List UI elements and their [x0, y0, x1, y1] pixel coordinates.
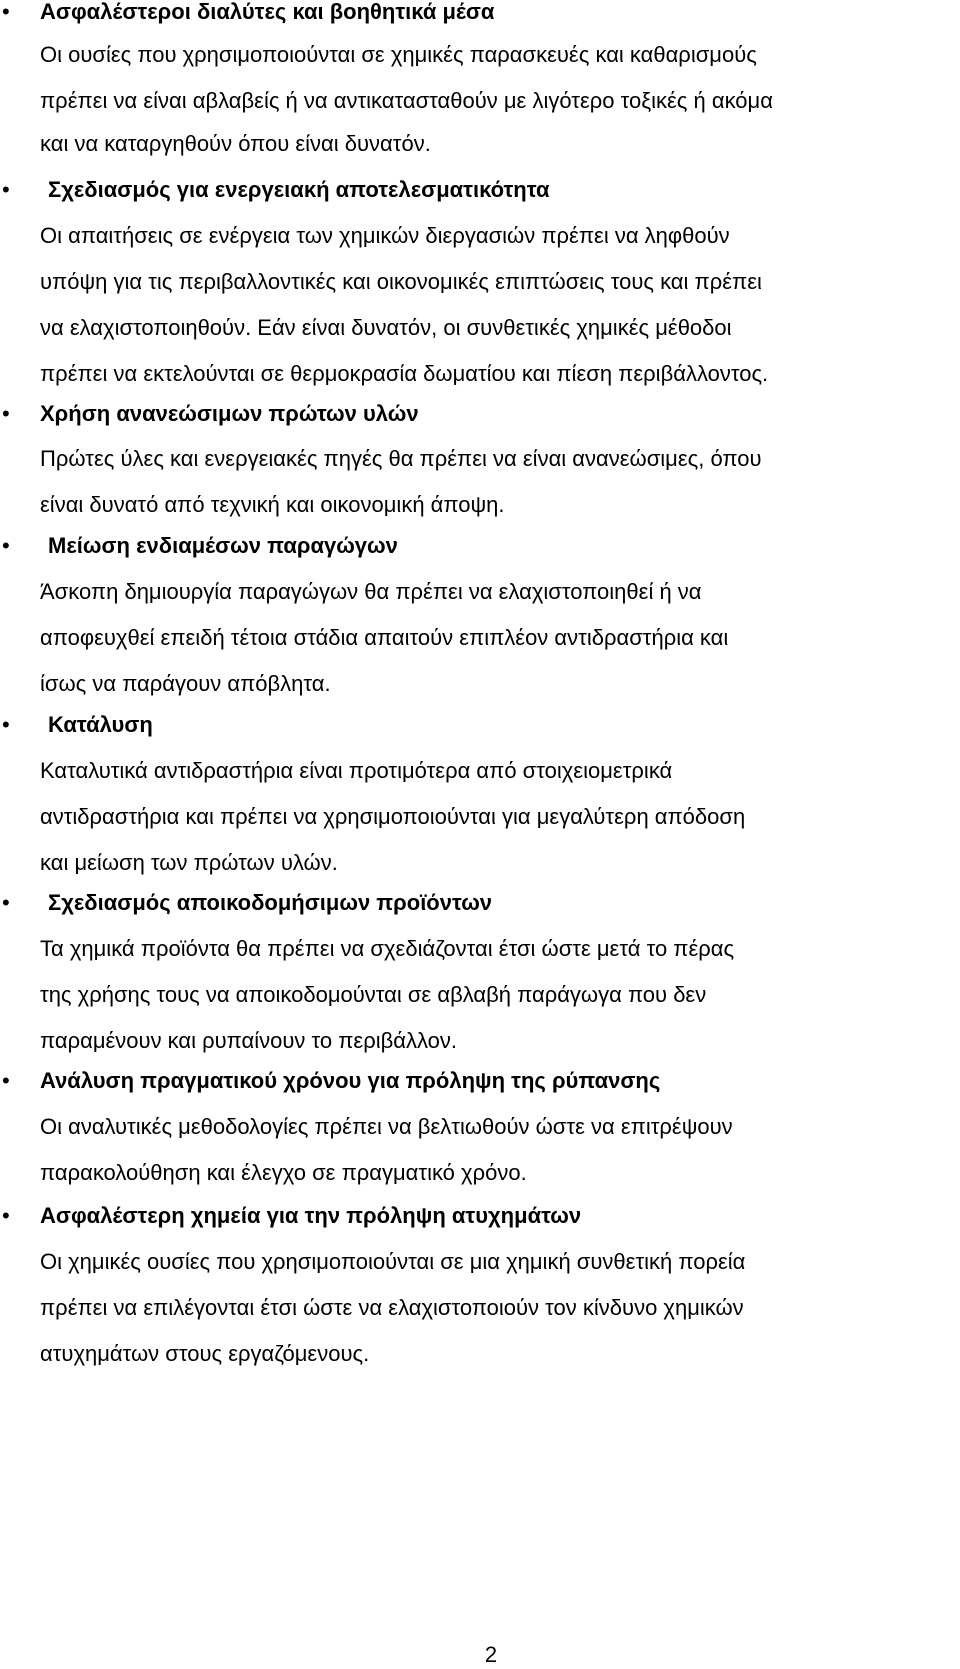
page-number: 2 — [484, 1642, 498, 1667]
body-line: πρέπει να εκτελούνται σε θερμοκρασία δωματίου και πίεση περιβάλλοντος. — [40, 361, 769, 386]
body-line: πρέπει να επιλέγονται έτσι ώστε να ελαχιστοποιούν τον κίνδυνο χημικών — [40, 1295, 744, 1320]
body-line: αντιδραστήρια και πρέπει να χρησιμοποιούνται για μεγαλύτερη απόδοση — [40, 804, 746, 829]
body-line: και να καταργηθούν όπου είναι δυνατόν. — [40, 131, 431, 156]
body-line: ατυχημάτων στους εργαζόμενους. — [40, 1341, 370, 1366]
body-line: Τα χημικά προϊόντα θα πρέπει να σχεδιάζονται έτσι ώστε μετά το πέρας — [40, 936, 735, 961]
body-line: Καταλυτικά αντιδραστήρια είναι προτιμότερα από στοιχειομετρικά — [40, 758, 673, 783]
item-heading: Ασφαλέστεροι διαλύτες και βοηθητικά μέσα — [40, 0, 495, 24]
item-heading: Ασφαλέστερη χημεία για την πρόληψη ατυχημάτων — [40, 1203, 582, 1228]
body-line: Οι απαιτήσεις σε ενέργεια των χημικών διεργασιών πρέπει να ληφθούν — [40, 223, 730, 248]
bullet: • — [2, 890, 10, 915]
body-line: παρακολούθηση και έλεγχο σε πραγματικό χρόνο. — [40, 1160, 527, 1185]
item-heading: Σχεδιασμός αποικοδομήσιμων προϊόντων — [48, 890, 493, 915]
item-heading: Κατάλυση — [48, 712, 153, 737]
bullet: • — [2, 1203, 10, 1228]
bullet: • — [2, 712, 10, 737]
body-line: είναι δυνατό από τεχνική και οικονομική άποψη. — [40, 492, 505, 517]
body-line: Άσκοπη δημιουργία παραγώγων θα πρέπει να ελαχιστοποιηθεί ή να — [40, 579, 702, 604]
bullet: • — [2, 401, 10, 426]
item-heading: Χρήση ανανεώσιμων πρώτων υλών — [40, 401, 419, 426]
body-line: και μείωση των πρώτων υλών. — [40, 850, 338, 875]
body-line: να ελαχιστοποιηθούν. Εάν είναι δυνατόν, οι συνθετικές χημικές μέθοδοι — [40, 315, 732, 340]
body-line: της χρήσης τους να αποικοδομούνται σε αβλαβή παράγωγα που δεν — [40, 982, 707, 1007]
body-line: Πρώτες ύλες και ενεργειακές πηγές θα πρέπει να είναι ανανεώσιμες, όπου — [40, 446, 762, 471]
body-line: πρέπει να είναι αβλαβείς ή να αντικατασταθούν με λιγότερο τοξικές ή ακόμα — [40, 88, 773, 113]
body-line: παραμένουν και ρυπαίνουν το περιβάλλον. — [40, 1028, 458, 1053]
bullet: • — [2, 177, 10, 202]
bullet: • — [2, 533, 10, 558]
body-line: ίσως να παράγουν απόβλητα. — [40, 671, 331, 696]
item-heading: Σχεδιασμός για ενεργειακή αποτελεσματικότητα — [48, 177, 550, 202]
body-line: Οι χημικές ουσίες που χρησιμοποιούνται σε μια χημική συνθετική πορεία — [40, 1249, 746, 1274]
bullet: • — [2, 0, 10, 24]
item-heading: Μείωση ενδιαμέσων παραγώγων — [48, 533, 398, 558]
body-line: αποφευχθεί επειδή τέτοια στάδια απαιτούν επιπλέον αντιδραστήρια και — [40, 625, 729, 650]
body-line: Οι αναλυτικές μεθοδολογίες πρέπει να βελτιωθούν ώστε να επιτρέψουν — [40, 1114, 733, 1139]
body-line: υπόψη για τις περιβαλλοντικές και οικονομικές επιπτώσεις τους και πρέπει — [40, 269, 762, 294]
bullet: • — [2, 1068, 10, 1093]
item-heading: Ανάλυση πραγματικού χρόνου για πρόληψη της ρύπανσης — [40, 1068, 661, 1093]
body-line: Οι ουσίες που χρησιμοποιούνται σε χημικές παρασκευές και καθαρισμούς — [40, 42, 757, 67]
